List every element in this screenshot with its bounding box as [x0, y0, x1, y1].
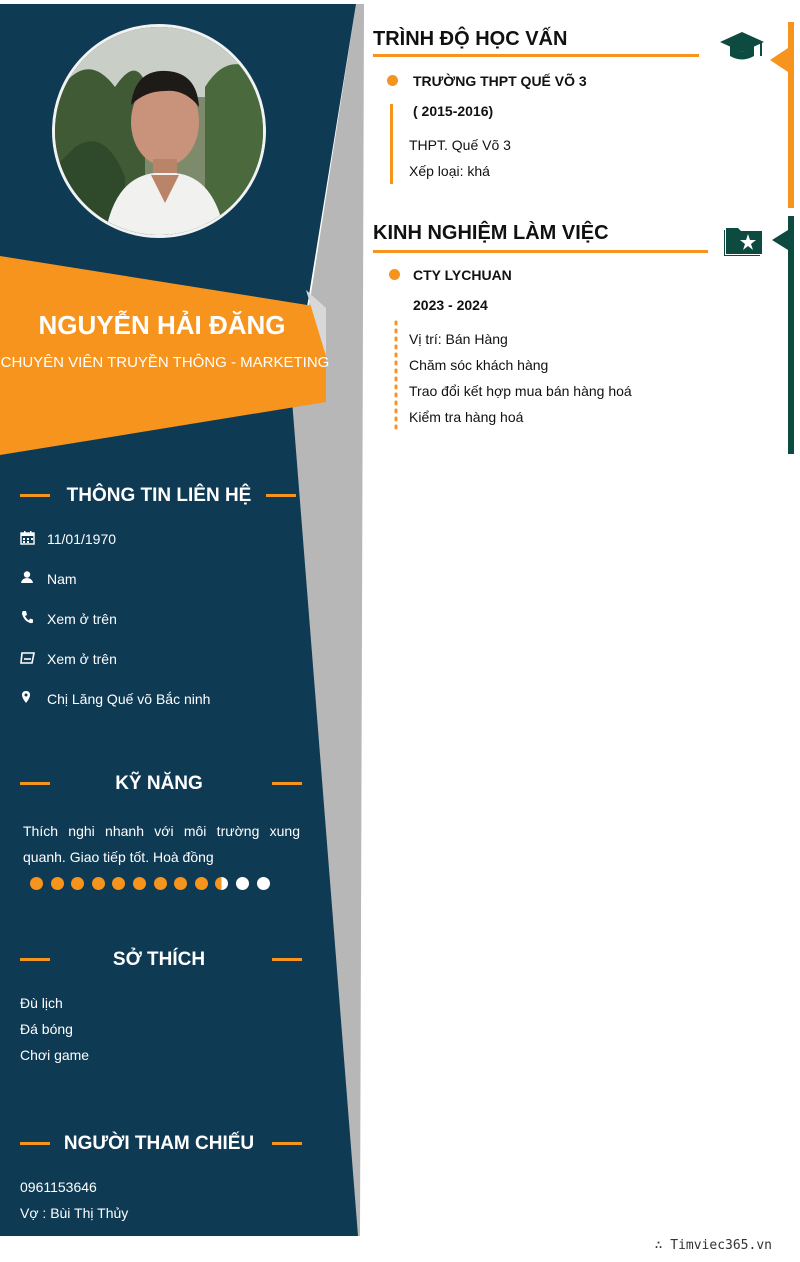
email-icon [20, 650, 36, 666]
education-accent-bar [788, 22, 794, 208]
contact-title: THÔNG TIN LIÊN HỆ [66, 485, 252, 506]
skill-rating-dot [236, 877, 249, 890]
contact-title-dash-right [266, 494, 296, 497]
skill-rating-dot [195, 877, 208, 890]
references-title-dash-right [272, 1142, 302, 1145]
contact-phone-text: Xem ở trên [47, 611, 117, 627]
references-title: NGƯỜI THAM CHIẾU [63, 1133, 255, 1154]
profile-photo [55, 27, 263, 235]
education-detail: THPT. Quế Võ 3 [409, 137, 511, 153]
experience-detail: Vị trí: Bán Hàng [409, 331, 508, 347]
education-timeline [390, 104, 393, 184]
reference-item: Vợ : Bùi Thị Thủy [20, 1205, 129, 1221]
education-accent-arrow [770, 48, 788, 72]
skills-title: KỸ NĂNG [115, 773, 203, 794]
hobby-item: Đù lịch [20, 995, 63, 1011]
map-pin-icon [20, 690, 36, 706]
avatar [52, 24, 266, 238]
contact-gender-text: Nam [47, 571, 77, 587]
skill-rating-dot [92, 877, 105, 890]
user-icon [20, 570, 36, 586]
education-period: ( 2015-2016) [413, 103, 494, 119]
hobbies-title-dash-right [272, 958, 302, 961]
watermark: ∴ Timviec365.vn [654, 1238, 772, 1253]
skill-rating-dot [257, 877, 270, 890]
skill-rating-dot [154, 877, 167, 890]
experience-company: CTY LYCHUAN [413, 267, 512, 283]
experience-title-underline [373, 250, 708, 253]
hobbies-title: SỞ THÍCH [112, 949, 206, 970]
skill-rating-dot [30, 877, 43, 890]
contact-birthdate-text: 11/01/1970 [47, 531, 117, 547]
skill-rating-dot [51, 877, 64, 890]
experience-detail: Trao đổi kết hợp mua bán hàng hoá [409, 383, 632, 399]
hobby-item: Đá bóng [20, 1021, 73, 1037]
skill-rating-dot [133, 877, 146, 890]
education-detail: Xếp loại: khá [409, 163, 490, 179]
experience-detail: Chăm sóc khách hàng [409, 357, 549, 373]
hobby-item: Chơi game [20, 1047, 90, 1063]
experience-accent-bar [788, 216, 794, 454]
education-bullet [387, 75, 398, 86]
education-title-underline [373, 54, 699, 57]
education-school: TRƯỜNG THPT QUẾ VÕ 3 [413, 73, 587, 89]
contact-email-text: Xem ở trên [47, 651, 117, 667]
experience-title: KINH NGHIỆM LÀM VIỆC [373, 222, 609, 244]
graduation-cap-icon [720, 30, 764, 69]
experience-period: 2023 - 2024 [413, 297, 488, 313]
experience-detail: Kiểm tra hàng hoá [409, 409, 524, 425]
reference-item: 0961153646 [20, 1179, 97, 1195]
profile-role: CHUYÊN VIÊN TRUYỀN THÔNG - MARKETING [0, 354, 330, 371]
skills-description: Thích nghi nhanh với môi trường xung quanh. Giao tiếp tốt. Hoà đồng [23, 823, 300, 865]
education-title: TRÌNH ĐỘ HỌC VẤN [373, 28, 568, 50]
phone-icon [20, 610, 36, 626]
experience-accent-arrow [772, 230, 788, 250]
skills-title-dash-right [272, 782, 302, 785]
experience-bullet [389, 269, 400, 280]
contact-address-text: Chị Lăng Quế võ Bắc ninh [47, 691, 211, 707]
calendar-icon [20, 530, 36, 546]
folder-star-icon [724, 222, 764, 261]
profile-name: NGUYỄN HẢI ĐĂNG [38, 310, 286, 340]
